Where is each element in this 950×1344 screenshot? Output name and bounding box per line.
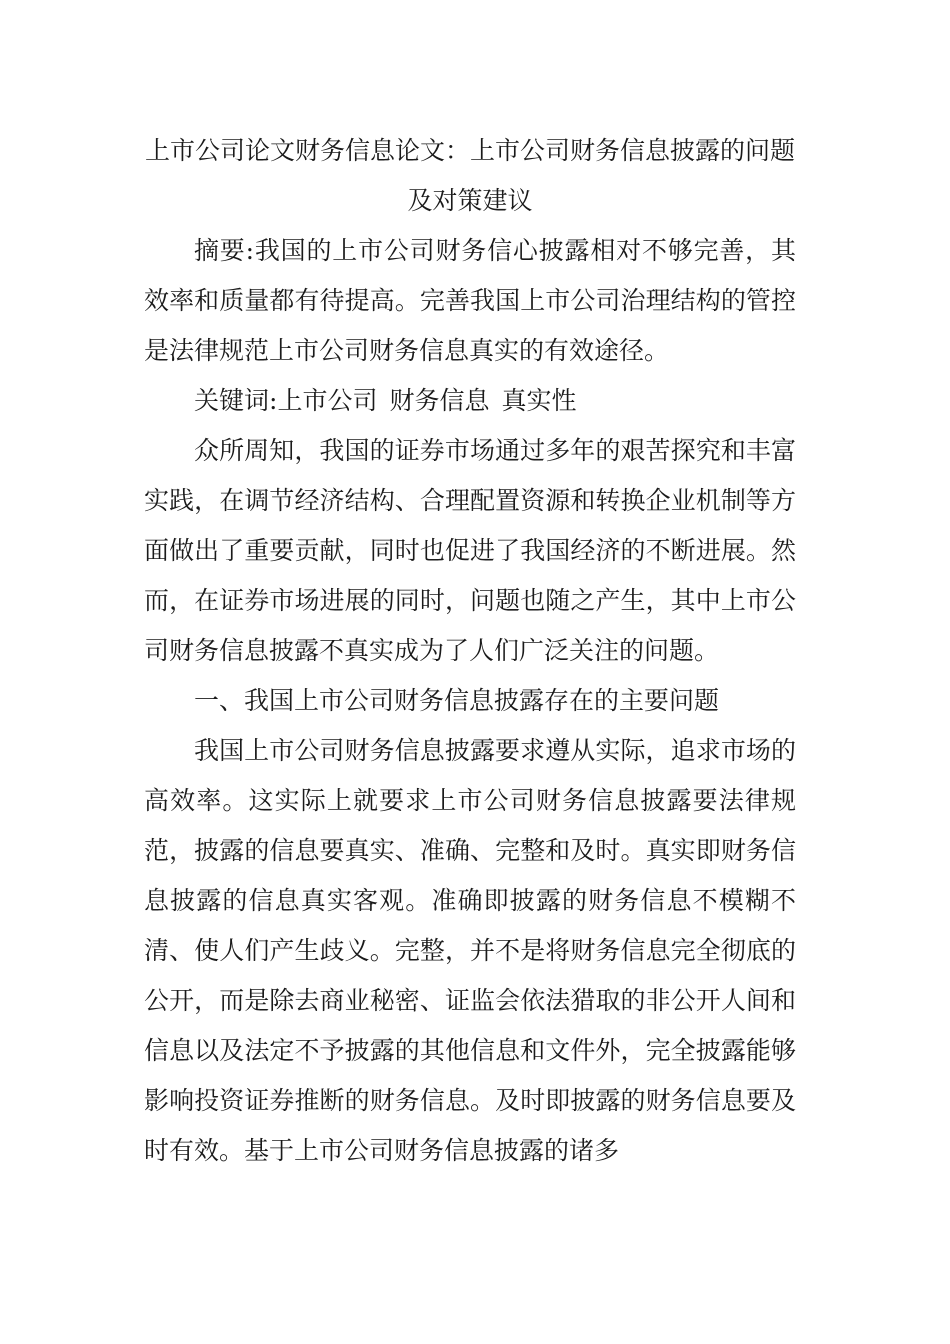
keyword: 财务信息: [389, 386, 490, 415]
document-body: [144, 126, 796, 1176]
keywords-label: 关键词:: [194, 386, 278, 415]
keyword: 上市公司: [277, 386, 378, 415]
abstract-paragraph: 摘要:我国的上市公司财务信心披露相对不够完善，其效率和质量都有待提高。完善我国上市公司治理结构的管控是法律规范上市公司财务信息真实的有效途径。: [144, 236, 796, 365]
section-heading: 一、我国上市公司财务信息披露存在的主要问题: [194, 686, 720, 715]
keyword: 真实性: [501, 386, 577, 415]
body-paragraph: 众所周知，我国的证券市场通过多年的艰苦探究和丰富实践，在调节经济结构、合理配置资源和转换企业机制等方面做出了重要贡献，同时也促进了我国经济的不断进展。然而，在证券市场进展的同时，问题也随之产生，其中上市公司财务信息披露不真实成为了人们广泛关注的问题。: [144, 436, 796, 665]
keywords-line: [144, 376, 796, 426]
body-paragraph: 我国上市公司财务信息披露要求遵从实际，追求市场的高效率。这实际上就要求上市公司财务信息披露要法律规范，披露的信息要真实、准确、完整和及时。真实即财务信息披露的信息真实客观。准确即披露的财务信息不模糊不清、使人们产生歧义。完整，并不是将财务信息完全彻底的公开，而是除去商业秘密、证监会依法猎取的非公开人间和信息以及法定不予披露的其他信息和文件外，完全披露能够影响投资证券推断的财务信息。及时即披露的财务信息要及时有效。基于上市公司财务信息披露的诸多: [144, 736, 796, 1165]
document-title: 上市公司论文财务信息论文：上市公司财务信息披露的问题及对策建议: [144, 136, 795, 215]
